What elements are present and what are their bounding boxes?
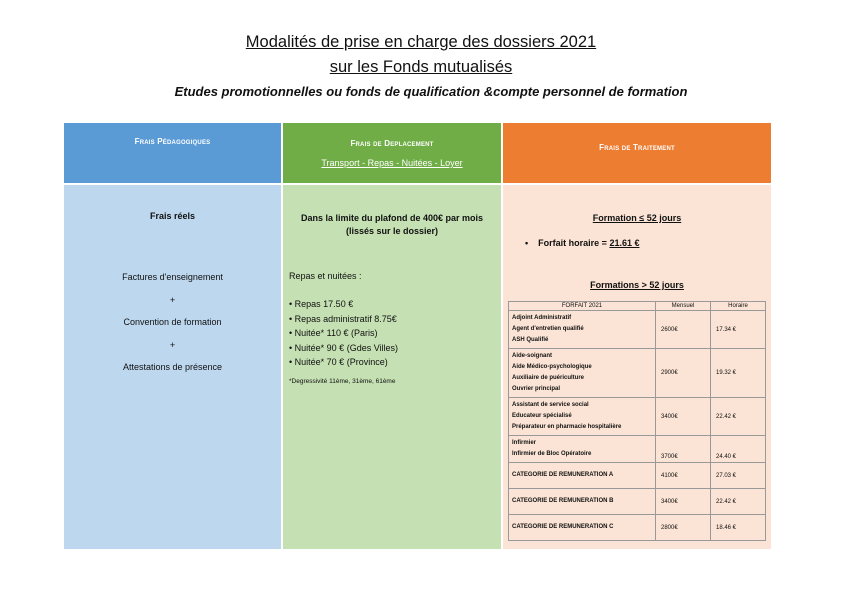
- item-factures: Factures d'enseignement: [122, 272, 223, 282]
- item-plus: +: [169, 295, 176, 305]
- frais-pedagogiques-body: [64, 185, 281, 549]
- frais-reels-heading: Frais réels: [149, 211, 196, 221]
- list-item: • Nuitée* 70 € (Province): [289, 357, 388, 367]
- tarifs-list: [289, 297, 398, 370]
- table-row: Infirmier Infirmier de Bloc Opératoire 3700€ 24.40 €: [509, 436, 766, 463]
- header-label: Frais de Traitement: [599, 143, 675, 152]
- table-header-row: [509, 302, 766, 311]
- header-mensuel: Mensuel: [656, 302, 711, 311]
- table-row: Aide-soignant Aide Médico-psychologique Auxiliaire de puériculture Ouvrier principal 2900€ 19.32 €: [509, 349, 766, 398]
- list-item: • Repas 17.50 €: [289, 299, 354, 309]
- frais-deplacement-header: [283, 123, 501, 183]
- frais-pedagogiques-header: [64, 123, 281, 183]
- plafond-text: Dans la limite du plafond de 400€ par mois: [300, 213, 484, 223]
- formation-short-title: Formation ≤ 52 jours: [592, 213, 682, 223]
- header-label: Frais de Deplacement: [350, 139, 434, 148]
- list-item: • Repas administratif 8.75€: [289, 313, 397, 324]
- header-forfait: FORFAIT 2021: [509, 302, 656, 311]
- item-convention: Convention de formation: [123, 317, 222, 327]
- formation-long-title: Formations > 52 jours: [590, 280, 684, 290]
- header-horaire: Horaire: [711, 302, 766, 311]
- frais-traitement-body: [503, 185, 771, 549]
- document-subtitle: Etudes promotionnelles ou fonds de qualification &compte personnel de formation: [174, 84, 688, 99]
- header-label: Frais Pédagogiques: [134, 137, 211, 146]
- frais-traitement-header: [503, 123, 771, 183]
- forfait-horaire-bullet: • Forfait horaire = 21.61 €: [525, 238, 640, 248]
- document-title: Modalités de prise en charge des dossiers 2021: [245, 33, 597, 51]
- degressivite-footnote: *Degressivité 11ème, 31ème, 61ème: [289, 378, 396, 385]
- table-row: CATEGORIE DE REMUNERATION B 3400€ 22.42 €: [509, 489, 766, 515]
- header-sublabel: Transport - Repas - Nuitées - Loyer: [321, 158, 463, 168]
- table-row: CATEGORIE DE REMUNERATION C 2800€ 18.46 €: [509, 515, 766, 541]
- list-item: • Nuitée* 90 € (Gdes Villes): [289, 342, 399, 353]
- repas-nuitees-title: Repas et nuitées :: [289, 271, 362, 281]
- document-title-line2: sur les Fonds mutualisés: [329, 58, 513, 76]
- forfait-table: [508, 301, 766, 541]
- table-row: Adjoint Administratif Agent d'entretien qualifié ASH Qualifié 2600€ 17.34 €: [509, 311, 766, 349]
- frais-deplacement-body: [283, 185, 501, 549]
- item-plus: +: [169, 340, 176, 350]
- plafond-note: (lissés sur le dossier): [345, 226, 439, 236]
- list-item: • Nuitée* 110 € (Paris): [289, 328, 378, 338]
- item-attestations: Attestations de présence: [122, 362, 223, 372]
- table-row: Assistant de service social Educateur spécialisé Préparateur en pharmacie hospitalière 3400€ 22.42 €: [509, 398, 766, 436]
- table-row: CATEGORIE DE REMUNERATION A 4100€ 27.03 €: [509, 463, 766, 489]
